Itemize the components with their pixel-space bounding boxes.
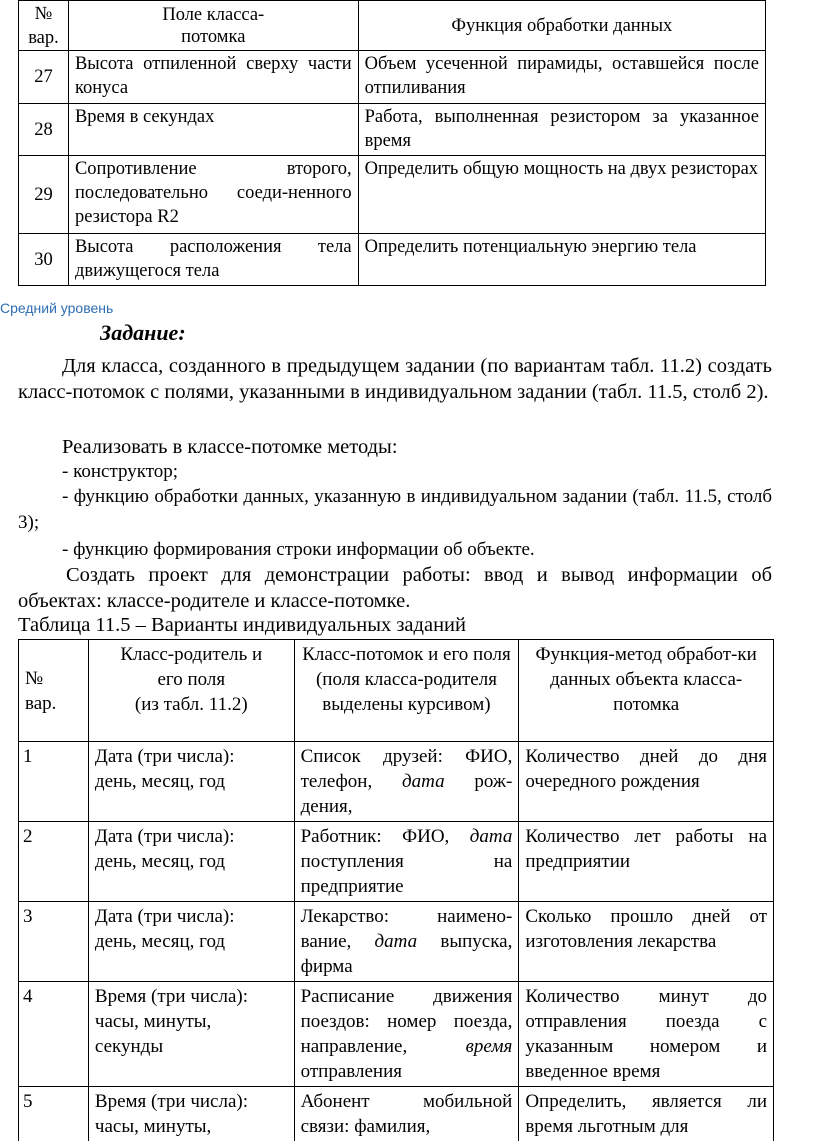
header-variant: № вар. (19, 640, 89, 742)
row-num: 2 (19, 822, 89, 902)
row-num: 27 (19, 51, 69, 104)
child-text: поступления на предприятие (300, 851, 513, 897)
table-row (19, 902, 774, 982)
child-italic: дата (469, 826, 513, 847)
row-num: 28 (19, 104, 69, 156)
row-parent: Время (три числа): часы, минуты, секунды (88, 982, 294, 1087)
row-function: Определить, является ли время льготным для (519, 1087, 774, 1142)
row-function: Объем усеченной пирамиды, оставшейся после отпиливания (358, 51, 765, 104)
child-text: Лекарство: наимено-вание, (300, 906, 513, 952)
task-list-item: - конструктор; (62, 461, 179, 482)
header-parent: Класс-родитель и его поля (из табл. 11.2) (88, 640, 294, 742)
variants-table (18, 639, 774, 1141)
row-parent: Дата (три числа): день, месяц, год (88, 822, 294, 902)
row-function: Количество минут до отправления поезда с указанным номером и введенное время (519, 982, 774, 1087)
table-header-row (19, 1, 766, 51)
row-num: 5 (19, 1087, 89, 1142)
table-row (19, 104, 766, 156)
row-child (294, 902, 519, 982)
table-caption: Таблица 11.5 – Варианты индивидуальных заданий (18, 614, 466, 636)
row-parent: Дата (три числа): день, месяц, год (88, 902, 294, 982)
row-function: Сколько прошло дней от изготовления лекарства (519, 902, 774, 982)
row-field: Высота отпиленной сверху части конуса (68, 51, 358, 104)
task-paragraph: Для класса, созданного в предыдущем задании (по вариантам табл. 11.2) создать класс-потомок с полями, указанными в индивидуальном задании (табл. 11.5, столб 2). (18, 355, 772, 403)
table-row (19, 1087, 774, 1142)
row-child (294, 742, 519, 822)
variants-table-top (18, 0, 766, 286)
row-num: 29 (19, 156, 69, 234)
row-function: Определить общую мощность на двух резисторах (358, 156, 765, 234)
header-child: Класс-потомок и его поля (поля класса-родителя выделены курсивом) (294, 640, 519, 742)
row-function: Количество дней до дня очередного рождения (519, 742, 774, 822)
row-function: Определить потенциальную энергию тела (358, 234, 765, 286)
row-num: 1 (19, 742, 89, 822)
task-paragraph: Создать проект для демонстрации работы: ввод и вывод информации об объектах: классе-родителе и классе-потомке. (18, 564, 772, 612)
row-function: Количество лет работы на предприятии (519, 822, 774, 902)
child-italic: время (465, 1036, 513, 1057)
table-row (19, 156, 766, 234)
header-function: Функция обработки данных (358, 1, 765, 51)
row-function: Работа, выполненная резистором за указанное время (358, 104, 765, 156)
row-child (294, 1087, 519, 1142)
row-field: Сопротивление второго, последовательно соеди-ненного резистора R2 (68, 156, 358, 234)
child-text: Расписание движения поездов: номер поезда, направление, (300, 986, 513, 1057)
row-num: 30 (19, 234, 69, 286)
task-title: Задание: (100, 320, 186, 345)
row-num: 3 (19, 902, 89, 982)
table-row (19, 822, 774, 902)
table-row (19, 982, 774, 1087)
child-text: выпуска, фирма (300, 931, 513, 977)
table-row (19, 742, 774, 822)
child-italic: дата (402, 771, 445, 792)
row-child (294, 822, 519, 902)
child-text: Абонент мобильной связи: фамилия, (300, 1091, 513, 1137)
header-child-field: Поле класса- потомка (68, 1, 358, 51)
child-text: отправления (300, 1061, 402, 1082)
task-list-item: - функцию обработки данных, указанную в индивидуальном задании (табл. 11.5, столб 3); (18, 486, 772, 533)
child-italic: дата (374, 931, 418, 952)
section-label: Средний уровень (0, 300, 114, 316)
row-parent: Время (три числа): часы, минуты, (88, 1087, 294, 1142)
row-child (294, 982, 519, 1087)
table-row (19, 234, 766, 286)
task-list-item: - функцию формирования строки информации об объекте. (62, 539, 535, 560)
child-text: рож-дения, (300, 771, 513, 817)
table-row (19, 51, 766, 104)
task-paragraph: Реализовать в классе-потомке методы: (62, 436, 398, 458)
row-field: Высота расположения тела движущегося тела (68, 234, 358, 286)
header-function: Функция-метод обработ-ки данных объекта класса-потомка (519, 640, 774, 742)
row-num: 4 (19, 982, 89, 1087)
row-field: Время в секундах (68, 104, 358, 156)
table-header-row (19, 640, 774, 742)
child-text: Работник: ФИО, (300, 826, 470, 847)
header-variant: № вар. (19, 1, 69, 51)
row-parent: Дата (три числа): день, месяц, год (88, 742, 294, 822)
child-text: Список друзей: ФИО, телефон, (300, 746, 513, 792)
